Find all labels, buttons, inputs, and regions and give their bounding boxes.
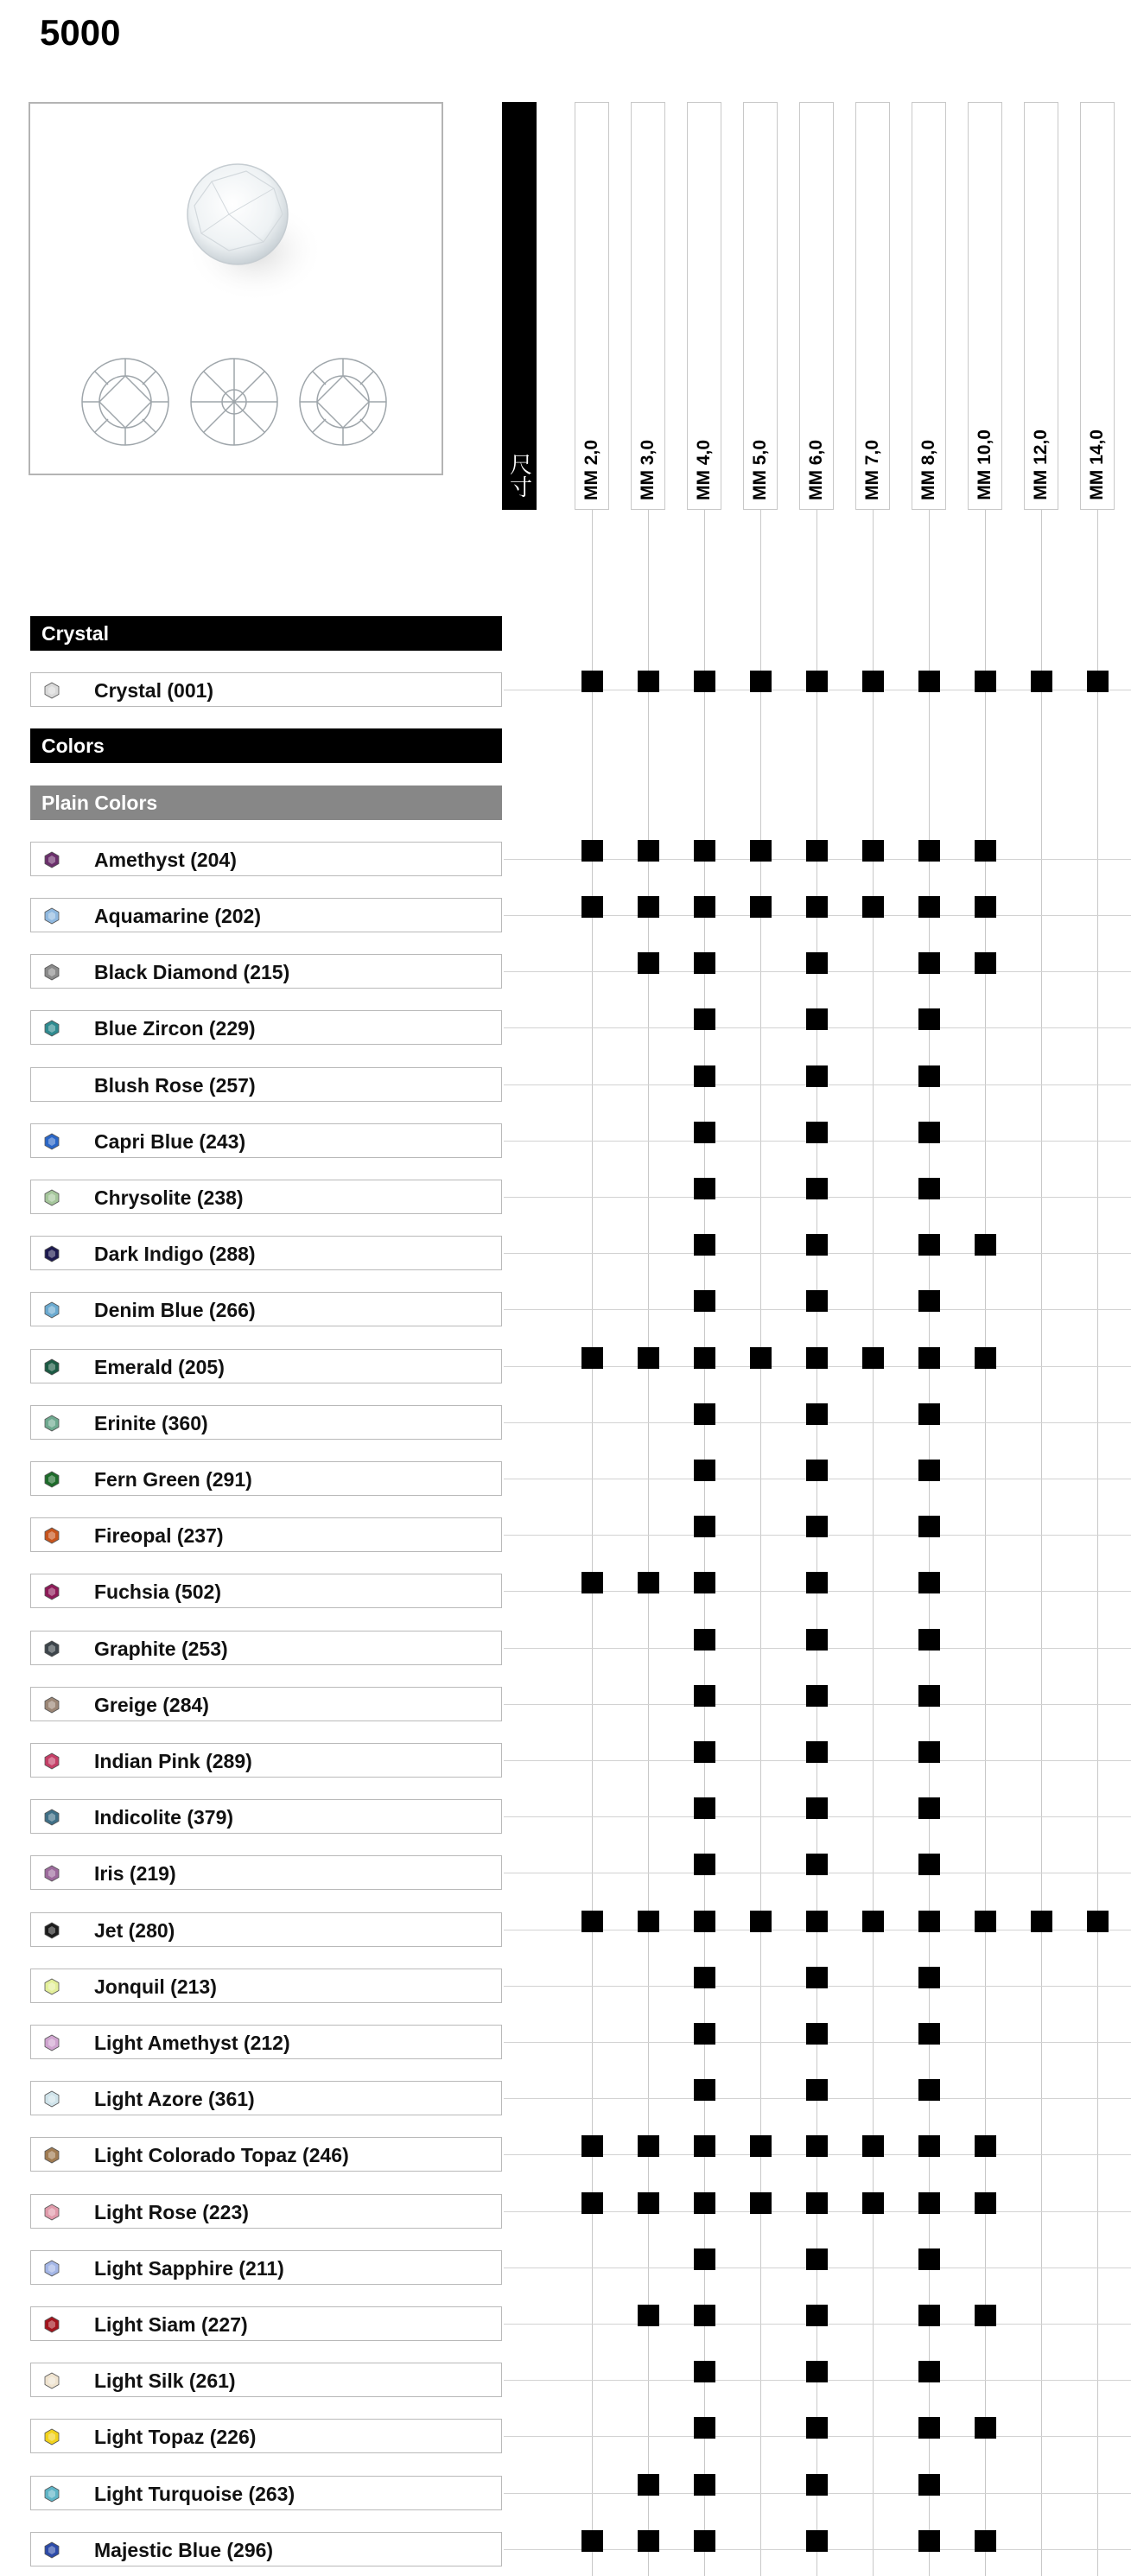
color-name: Light Amethyst (212) — [94, 2032, 290, 2054]
availability-marker — [806, 1460, 828, 1481]
availability-marker — [638, 840, 659, 862]
size-column-guide — [760, 510, 761, 2576]
availability-marker — [918, 1347, 940, 1369]
color-swatch-icon — [43, 2204, 60, 2221]
color-row[interactable] — [30, 1517, 502, 1552]
size-column-header — [743, 102, 778, 510]
availability-marker — [918, 1290, 940, 1312]
size-column-header — [968, 102, 1002, 510]
availability-marker — [694, 1234, 715, 1256]
availability-marker — [975, 2305, 996, 2326]
color-swatch-icon — [43, 1809, 60, 1826]
availability-marker — [918, 952, 940, 974]
color-row[interactable] — [30, 1912, 502, 1947]
availability-marker — [918, 1403, 940, 1425]
size-column-label: MM 12,0 — [1031, 429, 1051, 500]
availability-marker — [806, 2079, 828, 2101]
color-swatch-icon — [43, 2485, 60, 2503]
color-swatch-icon — [43, 2090, 60, 2108]
availability-marker — [918, 2474, 940, 2496]
color-name: Light Siam (227) — [94, 2313, 248, 2336]
size-column-guide — [592, 510, 593, 2576]
availability-marker — [918, 2417, 940, 2439]
color-swatch-icon — [43, 1189, 60, 1206]
availability-marker — [694, 896, 715, 918]
size-header — [502, 102, 537, 510]
size-column-label: MM 10,0 — [975, 429, 994, 500]
color-name: Light Azore (361) — [94, 2088, 255, 2111]
availability-marker — [806, 1122, 828, 1143]
availability-marker — [806, 1967, 828, 1988]
availability-marker — [975, 840, 996, 862]
color-row[interactable] — [30, 1743, 502, 1778]
size-column-header — [687, 102, 721, 510]
color-name: Light Sapphire (211) — [94, 2256, 284, 2280]
availability-marker — [638, 952, 659, 974]
availability-marker — [694, 1122, 715, 1143]
size-column-header — [799, 102, 834, 510]
color-name: Chrysolite (238) — [94, 1186, 244, 1209]
availability-marker — [694, 1967, 715, 1988]
color-row[interactable] — [30, 2532, 502, 2566]
availability-marker — [694, 1685, 715, 1707]
availability-marker — [806, 1403, 828, 1425]
availability-marker — [581, 840, 603, 862]
availability-marker — [1087, 1911, 1109, 1932]
availability-marker — [806, 2248, 828, 2270]
availability-marker — [581, 2530, 603, 2552]
color-row[interactable] — [30, 1855, 502, 1890]
availability-marker — [750, 2135, 772, 2157]
availability-marker — [750, 1911, 772, 1932]
color-name: Indicolite (379) — [94, 1806, 234, 1829]
color-name: Iris (219) — [94, 1862, 176, 1886]
availability-marker — [806, 2023, 828, 2045]
color-name: Capri Blue (243) — [94, 1129, 246, 1153]
availability-marker — [694, 2192, 715, 2214]
color-name: Blue Zircon (229) — [94, 1017, 256, 1040]
size-header-label: 尺寸 — [505, 453, 532, 498]
availability-marker — [806, 2530, 828, 2552]
availability-marker — [918, 1065, 940, 1087]
size-column-label: MM 7,0 — [862, 439, 882, 500]
size-column-label: MM 2,0 — [581, 439, 601, 500]
availability-marker — [918, 1967, 940, 1988]
color-row[interactable] — [30, 1292, 502, 1326]
availability-marker — [694, 1854, 715, 1875]
color-swatch-icon — [43, 2260, 60, 2277]
crystal-bead-illustration — [30, 104, 442, 474]
availability-marker — [806, 2305, 828, 2326]
availability-marker — [806, 2417, 828, 2439]
subsection-header: Plain Colors — [30, 786, 502, 820]
availability-marker — [581, 896, 603, 918]
availability-marker — [638, 2305, 659, 2326]
color-row[interactable] — [30, 2419, 502, 2453]
availability-marker — [918, 1797, 940, 1819]
color-row[interactable] — [30, 1067, 502, 1102]
availability-marker — [1031, 671, 1052, 692]
color-row[interactable] — [30, 1969, 502, 2003]
color-name: Crystal (001) — [94, 679, 214, 703]
color-row[interactable] — [30, 2137, 502, 2172]
color-name: Dark Indigo (288) — [94, 1243, 256, 1266]
color-swatch-icon — [43, 1301, 60, 1319]
color-name: Light Colorado Topaz (246) — [94, 2144, 349, 2167]
availability-marker — [862, 2192, 884, 2214]
size-column-label: MM 6,0 — [806, 439, 826, 500]
color-swatch-icon — [43, 1865, 60, 1882]
availability-marker — [918, 1516, 940, 1537]
color-swatch-icon — [43, 1696, 60, 1714]
availability-marker — [918, 1122, 940, 1143]
color-swatch-icon — [43, 2147, 60, 2164]
availability-marker — [694, 2474, 715, 2496]
availability-marker — [694, 2079, 715, 2101]
color-row[interactable] — [30, 2250, 502, 2285]
color-swatch-icon — [43, 1245, 60, 1263]
availability-marker — [694, 1403, 715, 1425]
color-row[interactable] — [30, 1799, 502, 1834]
availability-marker — [918, 840, 940, 862]
availability-marker — [918, 2530, 940, 2552]
availability-marker — [806, 1797, 828, 1819]
availability-marker — [694, 2248, 715, 2270]
availability-marker — [806, 1629, 828, 1651]
availability-marker — [694, 952, 715, 974]
size-column-label: MM 8,0 — [918, 439, 938, 500]
color-swatch-icon — [43, 1978, 60, 1995]
color-swatch-icon — [43, 1415, 60, 1432]
availability-marker — [750, 840, 772, 862]
color-row[interactable] — [30, 1461, 502, 1496]
size-column-guide — [648, 510, 649, 2576]
color-name: Fern Green (291) — [94, 1468, 252, 1491]
availability-marker — [918, 1234, 940, 1256]
color-row[interactable] — [30, 2081, 502, 2115]
availability-marker — [694, 2135, 715, 2157]
availability-marker — [918, 1854, 940, 1875]
product-image — [29, 102, 443, 475]
availability-marker — [638, 1347, 659, 1369]
availability-marker — [862, 671, 884, 692]
color-name: Jet (280) — [94, 1918, 175, 1942]
color-row[interactable] — [30, 1180, 502, 1214]
availability-marker — [918, 1008, 940, 1030]
availability-marker — [694, 1516, 715, 1537]
availability-marker — [806, 1685, 828, 1707]
availability-marker — [975, 1347, 996, 1369]
color-row[interactable] — [30, 1123, 502, 1158]
color-name: Light Turquoise (263) — [94, 2482, 295, 2505]
availability-marker — [975, 896, 996, 918]
availability-marker — [918, 671, 940, 692]
availability-marker — [581, 1347, 603, 1369]
size-column-label: MM 3,0 — [638, 439, 658, 500]
color-name: Graphite (253) — [94, 1637, 228, 1660]
size-column-label: MM 5,0 — [750, 439, 770, 500]
availability-marker — [975, 952, 996, 974]
color-row[interactable] — [30, 1010, 502, 1045]
availability-marker — [918, 2305, 940, 2326]
color-swatch-icon — [43, 1020, 60, 1037]
availability-marker — [918, 1178, 940, 1199]
color-row[interactable] — [30, 672, 502, 707]
availability-marker — [694, 1460, 715, 1481]
color-swatch-icon — [43, 2034, 60, 2051]
availability-marker — [806, 1911, 828, 1932]
availability-marker — [694, 1629, 715, 1651]
size-column-label: MM 4,0 — [694, 439, 714, 500]
availability-marker — [806, 1516, 828, 1537]
color-row[interactable] — [30, 2306, 502, 2341]
availability-marker — [806, 1234, 828, 1256]
color-swatch-icon — [43, 1471, 60, 1488]
color-swatch-icon — [43, 1133, 60, 1150]
availability-marker — [862, 1347, 884, 1369]
availability-marker — [806, 1290, 828, 1312]
size-column-header — [855, 102, 890, 510]
color-row[interactable] — [30, 898, 502, 932]
availability-marker — [918, 896, 940, 918]
color-name: Fireopal (237) — [94, 1524, 224, 1548]
availability-marker — [862, 896, 884, 918]
availability-marker — [694, 671, 715, 692]
availability-marker — [638, 2474, 659, 2496]
availability-marker — [638, 1911, 659, 1932]
size-column-header — [631, 102, 665, 510]
availability-marker — [806, 1347, 828, 1369]
color-swatch-icon — [43, 1077, 60, 1094]
availability-marker — [806, 671, 828, 692]
size-column-guide — [985, 510, 986, 2576]
color-swatch-icon — [43, 2372, 60, 2389]
availability-marker — [806, 952, 828, 974]
availability-marker — [750, 2192, 772, 2214]
availability-marker — [806, 840, 828, 862]
availability-marker — [806, 1854, 828, 1875]
color-swatch-icon — [43, 2428, 60, 2446]
color-row[interactable] — [30, 2194, 502, 2229]
availability-marker — [694, 1290, 715, 1312]
section-header: Colors — [30, 728, 502, 763]
color-row[interactable] — [30, 2025, 502, 2059]
color-name: Light Rose (223) — [94, 2200, 249, 2223]
availability-marker — [694, 2417, 715, 2439]
availability-marker — [694, 1797, 715, 1819]
color-swatch-icon — [43, 851, 60, 868]
availability-marker — [918, 1629, 940, 1651]
color-row[interactable] — [30, 1236, 502, 1270]
availability-marker — [694, 2023, 715, 2045]
section-header: Crystal — [30, 616, 502, 651]
availability-marker — [806, 2135, 828, 2157]
availability-marker — [581, 2192, 603, 2214]
color-swatch-icon — [43, 1640, 60, 1657]
availability-marker — [806, 1741, 828, 1763]
availability-marker — [694, 1347, 715, 1369]
availability-marker — [694, 2361, 715, 2382]
availability-marker — [694, 1741, 715, 1763]
color-name: Majestic Blue (296) — [94, 2538, 274, 2561]
availability-marker — [918, 1685, 940, 1707]
color-row[interactable] — [30, 1631, 502, 1665]
color-swatch-icon — [43, 2316, 60, 2333]
color-swatch-icon — [43, 1922, 60, 1939]
availability-marker — [581, 671, 603, 692]
color-swatch-icon — [43, 1583, 60, 1600]
color-name: Aquamarine (202) — [94, 905, 262, 927]
availability-marker — [581, 1572, 603, 1593]
size-column-header — [575, 102, 609, 510]
availability-marker — [918, 1572, 940, 1593]
color-name: Black Diamond (215) — [94, 961, 290, 984]
availability-marker — [806, 1065, 828, 1087]
availability-marker — [694, 840, 715, 862]
availability-marker — [918, 1911, 940, 1932]
color-row[interactable] — [30, 954, 502, 989]
color-row[interactable] — [30, 842, 502, 876]
availability-marker — [918, 1460, 940, 1481]
availability-marker — [975, 2530, 996, 2552]
availability-marker — [975, 2135, 996, 2157]
availability-marker — [918, 2023, 940, 2045]
size-column-guide — [1097, 510, 1098, 2576]
availability-marker — [1031, 1911, 1052, 1932]
color-name: Emerald (205) — [94, 1355, 225, 1378]
availability-marker — [581, 1911, 603, 1932]
availability-marker — [862, 840, 884, 862]
availability-marker — [862, 2135, 884, 2157]
color-row[interactable] — [30, 1349, 502, 1383]
availability-marker — [694, 1008, 715, 1030]
color-name: Denim Blue (266) — [94, 1299, 256, 1322]
availability-marker — [918, 2079, 940, 2101]
color-swatch-icon — [43, 1752, 60, 1770]
color-swatch-icon — [43, 964, 60, 981]
availability-marker — [918, 2135, 940, 2157]
availability-marker — [862, 1911, 884, 1932]
availability-marker — [694, 1911, 715, 1932]
color-row[interactable] — [30, 2476, 502, 2510]
color-swatch-icon — [43, 907, 60, 925]
availability-marker — [581, 2135, 603, 2157]
color-row[interactable] — [30, 2363, 502, 2397]
availability-marker — [638, 2135, 659, 2157]
availability-marker — [918, 2248, 940, 2270]
availability-marker — [975, 1911, 996, 1932]
availability-marker — [806, 2361, 828, 2382]
color-swatch-icon — [43, 1358, 60, 1376]
size-column-guide — [1041, 510, 1042, 2576]
availability-marker — [806, 2192, 828, 2214]
color-name: Fuchsia (502) — [94, 1581, 221, 1604]
color-row[interactable] — [30, 1574, 502, 1608]
color-name: Light Topaz (226) — [94, 2426, 257, 2449]
color-row[interactable] — [30, 1687, 502, 1721]
availability-marker — [638, 671, 659, 692]
color-name: Amethyst (204) — [94, 848, 237, 871]
size-column-header — [1080, 102, 1115, 510]
availability-marker — [806, 1572, 828, 1593]
color-row[interactable] — [30, 1405, 502, 1440]
color-name: Greige (284) — [94, 1693, 209, 1716]
color-swatch-icon — [43, 1527, 60, 1544]
size-column-header — [912, 102, 946, 510]
availability-marker — [638, 896, 659, 918]
availability-marker — [694, 1178, 715, 1199]
availability-marker — [694, 2305, 715, 2326]
availability-marker — [750, 896, 772, 918]
availability-marker — [806, 896, 828, 918]
color-name: Light Silk (261) — [94, 2369, 236, 2393]
availability-marker — [638, 2192, 659, 2214]
availability-marker — [750, 671, 772, 692]
size-column-label: MM 14,0 — [1087, 429, 1107, 500]
color-swatch-icon — [43, 2541, 60, 2559]
color-name: Erinite (360) — [94, 1411, 208, 1434]
availability-marker — [806, 1178, 828, 1199]
availability-marker — [694, 1065, 715, 1087]
availability-marker — [918, 2361, 940, 2382]
size-column-header — [1024, 102, 1058, 510]
availability-marker — [806, 1008, 828, 1030]
availability-marker — [975, 2192, 996, 2214]
availability-marker — [975, 1234, 996, 1256]
page-title: 5000 — [40, 12, 121, 53]
availability-marker — [975, 2417, 996, 2439]
availability-marker — [750, 1347, 772, 1369]
availability-marker — [694, 2530, 715, 2552]
color-name: Jonquil (213) — [94, 1975, 217, 1998]
size-column-guide — [873, 510, 874, 2576]
availability-marker — [806, 2474, 828, 2496]
color-name: Indian Pink (289) — [94, 1750, 252, 1772]
availability-marker — [918, 1741, 940, 1763]
availability-marker — [694, 1572, 715, 1593]
availability-marker — [975, 671, 996, 692]
color-swatch-icon — [43, 682, 60, 699]
availability-marker — [638, 2530, 659, 2552]
availability-marker — [1087, 671, 1109, 692]
availability-marker — [918, 2192, 940, 2214]
availability-marker — [638, 1572, 659, 1593]
color-name: Blush Rose (257) — [94, 1073, 256, 1097]
